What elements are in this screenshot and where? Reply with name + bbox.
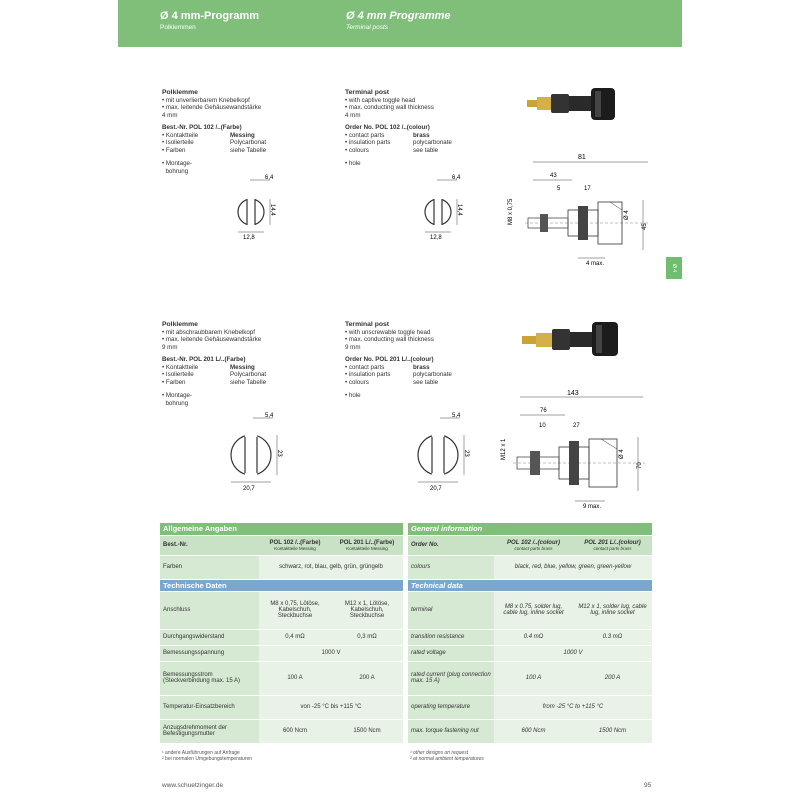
- header-en-subtitle: Terminal posts: [346, 24, 389, 31]
- s2-en-props: [345, 364, 495, 387]
- table-de-row-label: Anschluss: [160, 591, 259, 629]
- dim-label: 12,8: [430, 235, 442, 241]
- dim-label: 6,4: [452, 175, 461, 181]
- table-en-cell: 1000 V: [494, 645, 652, 661]
- table-en-cell: M12 x 1, solder lug, cable lug, inline socket: [573, 591, 652, 629]
- table-de-cell: 600 Ncm: [259, 719, 331, 743]
- footnote: ² bei normalen Umgebungstemperaturen: [162, 756, 253, 762]
- dim-label: 4 max.: [586, 261, 605, 267]
- s2-de-block: [162, 321, 332, 407]
- prop-label: • Farben: [162, 378, 186, 386]
- website-link[interactable]: www.schuetzinger.de: [162, 782, 224, 789]
- s2-en-heading: Terminal post: [345, 321, 390, 328]
- table-en-cell: 200 A: [573, 661, 652, 695]
- table-en-row-label: rated current (plug connection max. 15 A): [408, 661, 494, 695]
- table-de-row-label: Durchgangswiderstand: [160, 629, 259, 645]
- prop-value: see table: [413, 146, 439, 154]
- table-en-colours-label: colours: [408, 555, 494, 579]
- s1-en-bullet: • with captive toggle head: [345, 96, 416, 104]
- table-en-col1: POL 102 /..(colour): [507, 539, 560, 546]
- s1-en-block: [345, 89, 495, 168]
- table-de-general-title: Allgemeine Angaben: [160, 523, 403, 535]
- dim-label: 23: [276, 450, 282, 457]
- dim-label: 20,7: [430, 486, 442, 492]
- header-de-title: Ø 4 mm-Programm: [160, 10, 260, 22]
- table-de-row-label: Bemessungsstrom (Steckverbindung max. 15 A): [160, 661, 259, 695]
- dim-label: 27: [573, 423, 580, 429]
- dim-label: 23: [463, 450, 469, 457]
- page-header: [118, 0, 682, 47]
- prop-label: • contact parts: [345, 131, 385, 139]
- prop-value: Polycarbonat: [230, 139, 267, 146]
- s2-de-hole-drawing: [225, 410, 285, 495]
- table-en-cell: 600 Ncm: [494, 719, 573, 743]
- prop-value: brass: [413, 363, 430, 371]
- table-en-col2: POL 201 L/..(colour): [584, 539, 641, 546]
- dim-label: Ø 4: [624, 210, 630, 220]
- prop-value: polycarbonate: [413, 139, 452, 146]
- s1-en-heading: Terminal post: [345, 89, 390, 96]
- prop-value: Messing: [230, 131, 255, 139]
- prop-value: siehe Tabelle: [230, 146, 267, 154]
- s1-de-bullet: • mit unverlierbarem Knebelkopf: [162, 96, 250, 104]
- header-de: [160, 10, 259, 31]
- dim-label: 76: [540, 408, 547, 414]
- page-number: 95: [644, 782, 652, 789]
- table-en: [408, 523, 652, 744]
- s2-en-bullet: • with unscrewable toggle head: [345, 328, 431, 336]
- s2-en-order: Order No. POL 201 L/..(colour): [345, 356, 434, 363]
- s2-tech-drawing: [495, 385, 655, 515]
- s1-de-bullet: 4 mm: [162, 111, 178, 119]
- table-en-row-label: transition resistance: [408, 629, 494, 645]
- header-en: [346, 10, 451, 31]
- dim-label: M12 x 1: [501, 438, 507, 460]
- prop-label: • Farben: [162, 146, 186, 154]
- dim-label: 14,4: [456, 204, 462, 216]
- table-de: [160, 523, 403, 744]
- dim-label: 9 max.: [583, 504, 602, 510]
- prop-label: • colours: [345, 378, 369, 386]
- side-tab: Ø 4: [666, 257, 682, 279]
- dim-label: 143: [567, 390, 579, 397]
- dim-label: 5,4: [452, 413, 461, 419]
- header-de-subtitle: Polklemmen: [160, 24, 196, 31]
- s1-de-bullet: • max. leitende Gehäusewandstärke: [162, 104, 262, 111]
- s2-en-hole-drawing: [412, 410, 472, 495]
- table-en-tech-title: Technical data: [408, 579, 652, 591]
- s2-de-props: [162, 364, 332, 387]
- table-de-col1: POL 102 /..(Farbe): [269, 539, 321, 546]
- dim-label: 14,4: [269, 204, 275, 216]
- prop-value: Polycarbonat: [230, 371, 267, 378]
- table-de-cell: 100 A: [259, 661, 331, 695]
- footnotes-de: [162, 750, 252, 762]
- s1-product-photo: [525, 82, 625, 132]
- s1-de-hole-drawing: [225, 172, 285, 242]
- s1-en-hole-drawing: [412, 172, 472, 242]
- prop-value: Messing: [230, 363, 255, 371]
- dim-label: 5: [557, 186, 561, 192]
- dim-label: 12,8: [243, 235, 255, 241]
- prop-label: • contact parts: [345, 363, 385, 371]
- dim-label: M8 x 0,75: [508, 198, 514, 225]
- prop-value: siehe Tabelle: [230, 378, 267, 386]
- prop-value: see table: [413, 378, 439, 386]
- table-en-cell: 100 A: [494, 661, 573, 695]
- s2-en-hole-label: • hole: [345, 392, 361, 399]
- dim-label: 17: [584, 186, 591, 192]
- table-de-order-label: Best.-Nr.: [160, 535, 259, 555]
- s2-de-bullet: • mit abschraubbarem Knebelkopf: [162, 328, 255, 336]
- table-de-tech-title: Technische Daten: [160, 579, 403, 591]
- s2-de-order: Best.-Nr. POL 201 L/..(Farbe): [162, 356, 246, 363]
- footnote: ¹ other designs on request: [410, 750, 469, 756]
- s1-tech-drawing: [500, 150, 655, 270]
- table-en-general-title: General information: [408, 523, 652, 535]
- table-en-cell: 0.3 mΩ: [573, 629, 652, 645]
- table-en-row-label: rated voltage: [408, 645, 494, 661]
- prop-label: • insulation parts: [345, 139, 391, 146]
- s2-de-bullet: • max. leitende Gehäusewandstärke: [162, 336, 262, 343]
- dim-label: 70: [637, 462, 643, 469]
- table-de-cell: 0,4 mΩ: [259, 629, 331, 645]
- table-de-col2: POL 201 L/..(Farbe): [339, 539, 395, 546]
- s1-en-bullet: 4 mm: [345, 111, 361, 119]
- table-en-row-label: terminal: [408, 591, 494, 629]
- table-de-row-label: Bemessungsspannung: [160, 645, 259, 661]
- dim-label: 43: [550, 173, 557, 179]
- table-de-col2-sub: Kontaktteile Messing: [346, 545, 388, 551]
- table-de-cell: 0,3 mΩ: [331, 629, 403, 645]
- dim-label: 6,4: [265, 175, 274, 181]
- prop-label: • insulation parts: [345, 371, 391, 378]
- table-de-cell: 200 A: [331, 661, 403, 695]
- table-de-colours-value: schwarz, rot, blau, gelb, grün, grüngelb: [259, 555, 403, 579]
- s2-de-bullet: 9 mm: [162, 343, 178, 351]
- s2-de-heading: Polklemme: [162, 321, 198, 328]
- header-en-title: Ø 4 mm Programme: [346, 10, 451, 22]
- table-en-cell: from -25 °C to +115 °C: [494, 695, 652, 719]
- footnote: ¹ andere Ausführungen auf Anfrage: [162, 750, 240, 756]
- s1-de-hole-label: • Montage- bohrung: [162, 160, 193, 175]
- s2-product-photo: [520, 318, 625, 368]
- table-de-col1-sub: Kontaktteile Messing: [274, 545, 316, 551]
- s2-de-hole-label: • Montage- bohrung: [162, 392, 193, 407]
- table-en-colours-value: black, red, blue, yellow, green, green-yellow: [494, 555, 652, 579]
- s1-en-hole-label: • hole: [345, 160, 361, 167]
- table-de-cell: von -25 °C bis +115 °C: [259, 695, 403, 719]
- prop-value: brass: [413, 131, 430, 139]
- table-de-cell: 1500 Ncm: [331, 719, 403, 743]
- dim-label: 10: [539, 423, 546, 429]
- s1-de-block: [162, 89, 332, 175]
- table-de-cell: M12 x 1, Lötöse, Kabelschuh, Steckbuchse: [331, 591, 403, 629]
- prop-label: • colours: [345, 146, 369, 154]
- table-de-row-label: Anzugsdrehmoment der Befestigungsmutter: [160, 719, 259, 743]
- s2-en-block: [345, 321, 495, 400]
- s1-de-props: [162, 132, 332, 155]
- footnote: ² at normal ambient temperatures: [410, 756, 484, 762]
- dim-label: 5,4: [265, 413, 274, 419]
- dim-label: 81: [578, 154, 586, 161]
- table-en-col1-sub: contact parts brass: [514, 545, 553, 551]
- table-en-cell: 1500 Ncm: [573, 719, 652, 743]
- prop-label: • Kontaktteile: [162, 131, 199, 139]
- table-en-col2-sub: contact parts brass: [593, 545, 632, 551]
- s2-en-bullet: 9 mm: [345, 343, 361, 351]
- s1-en-order: Order No. POL 102 /..(colour): [345, 124, 430, 131]
- table-de-row-label: Temperatur-Einsatzbereich: [160, 695, 259, 719]
- table-de-colours-label: Farben: [160, 555, 259, 579]
- table-en-row-label: operating temperature: [408, 695, 494, 719]
- prop-label: • Isolierteile: [162, 139, 194, 146]
- table-de-cell: 1000 V: [259, 645, 403, 661]
- s1-de-heading: Polklemme: [162, 89, 198, 96]
- table-en-cell: M8 x 0.75, solder lug, cable lug, inline socket: [494, 591, 573, 629]
- prop-label: • Kontaktteile: [162, 363, 199, 371]
- s2-en-bullet: • max. conducting wall thickness: [345, 336, 434, 343]
- dim-label: Ø 4: [619, 449, 625, 459]
- dim-label: 45: [642, 223, 648, 230]
- s1-en-bullet: • max. conducting wall thickness: [345, 104, 434, 111]
- table-de-cell: M8 x 0,75, Lötöse, Kabelschuh, Steckbuchse: [259, 591, 331, 629]
- table-en-cell: 0.4 mΩ: [494, 629, 573, 645]
- prop-label: • Isolierteile: [162, 371, 194, 378]
- table-en-order-label: Order No.: [408, 535, 494, 555]
- s1-de-order: Best.-Nr. POL 102 /..(Farbe): [162, 124, 242, 131]
- prop-value: polycarbonate: [413, 371, 452, 378]
- footnotes-en: [410, 750, 484, 762]
- table-en-row-label: max. torque fastening nut: [408, 719, 494, 743]
- s1-en-props: [345, 132, 495, 155]
- dim-label: 20,7: [243, 486, 255, 492]
